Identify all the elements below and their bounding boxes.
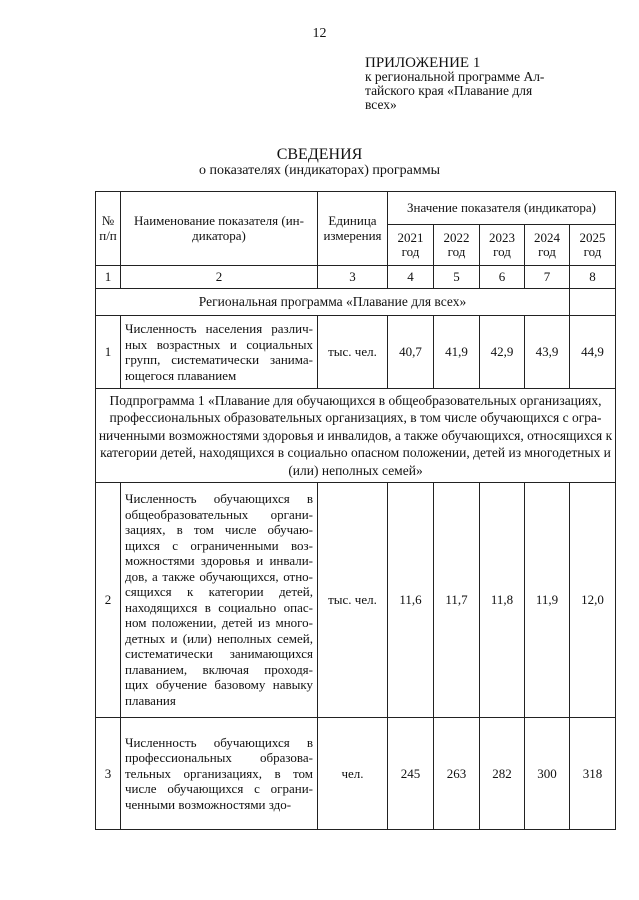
row-value: 263 (434, 718, 480, 830)
row-unit: тыс. чел. (318, 482, 388, 718)
document-heading (0, 146, 639, 179)
header-row (96, 192, 616, 225)
row-value: 11,7 (434, 482, 480, 718)
row-value: 42,9 (480, 315, 525, 389)
row-value: 11,8 (480, 482, 525, 718)
heading-title: СВЕДЕНИЯ (276, 146, 363, 163)
section-empty-cell (570, 288, 616, 315)
row-value: 245 (388, 718, 434, 830)
row-name: Численность населения различ- ных возрастных и социальных групп, систематически занима- ющегося плаванием (121, 315, 318, 389)
header-name: Наименование показателя (ин- дикатора) (121, 192, 318, 266)
section-row (96, 288, 616, 315)
subprogram-title: Подпрограмма 1 «Плавание для обучающихся в общеобразовательных организациях, профессиональных образовательных организациях, в том числе обучающихся с огра- ниченными возможностями здоровья и инвалидов, а также обучающихся, относящихся к категории детей, находящихся в социально опасном положении, детей из многодетных и (или) неполных семей» (96, 389, 616, 482)
page-number: 12 (312, 26, 327, 41)
column-number: 8 (570, 265, 616, 288)
row-unit: чел. (318, 718, 388, 830)
indicators-table (95, 191, 616, 830)
heading-subtitle: о показателях (индикаторах) программы (198, 163, 441, 178)
column-number: 7 (525, 265, 570, 288)
appendix-line: к региональной программе Ал- (365, 69, 545, 84)
header-year: 2025 год (570, 225, 616, 265)
column-numbers-row (96, 265, 616, 288)
column-number: 1 (96, 265, 121, 288)
table-row (96, 718, 616, 830)
column-number: 3 (318, 265, 388, 288)
row-name: Численность обучающихся в профессиональных образова- тельных организациях, в том числе обучающихся с ограни- ченными возможностями здо- (121, 718, 318, 830)
header-year: 2022 год (434, 225, 480, 265)
header-num: № п/п (96, 192, 121, 266)
subprogram-row (96, 389, 616, 482)
header-year: 2021 год (388, 225, 434, 265)
row-value: 44,9 (570, 315, 616, 389)
appendix-line: тайского края «Плавание для (365, 83, 533, 98)
header-unit: Единица измерения (318, 192, 388, 266)
row-value: 11,9 (525, 482, 570, 718)
section-title: Региональная программа «Плавание для всех» (96, 288, 570, 315)
appendix-line: всех» (365, 97, 397, 112)
header-year: 2023 год (480, 225, 525, 265)
row-value: 11,6 (388, 482, 434, 718)
row-value: 43,9 (525, 315, 570, 389)
row-name: Численность обучающихся в общеобразовательных органи- зациях, в том числе обучаю- щихся с ограниченными воз- можностями здоровья и инвали- дов, а также обучающихся, отно- сящихся к категории детей, находящихся в социально опас- ном положении, детей из много- детных и (или) неполных семей, систематически занимающихся плаванием, включая проходя- щих обучение базовому навыку плавания (121, 482, 318, 718)
column-number: 2 (121, 265, 318, 288)
row-value: 40,7 (388, 315, 434, 389)
row-value: 300 (525, 718, 570, 830)
row-num: 3 (96, 718, 121, 830)
appendix-title: ПРИЛОЖЕНИЕ 1 (365, 55, 481, 71)
header-year: 2024 год (525, 225, 570, 265)
column-number: 4 (388, 265, 434, 288)
column-number: 6 (480, 265, 525, 288)
row-num: 1 (96, 315, 121, 389)
table-row (96, 482, 616, 718)
appendix-block (365, 56, 585, 112)
row-unit: тыс. чел. (318, 315, 388, 389)
row-num: 2 (96, 482, 121, 718)
column-number: 5 (434, 265, 480, 288)
row-value: 318 (570, 718, 616, 830)
row-value: 282 (480, 718, 525, 830)
row-value: 41,9 (434, 315, 480, 389)
row-value: 12,0 (570, 482, 616, 718)
table-row (96, 315, 616, 389)
header-value-group: Значение показателя (индикатора) (388, 192, 616, 225)
